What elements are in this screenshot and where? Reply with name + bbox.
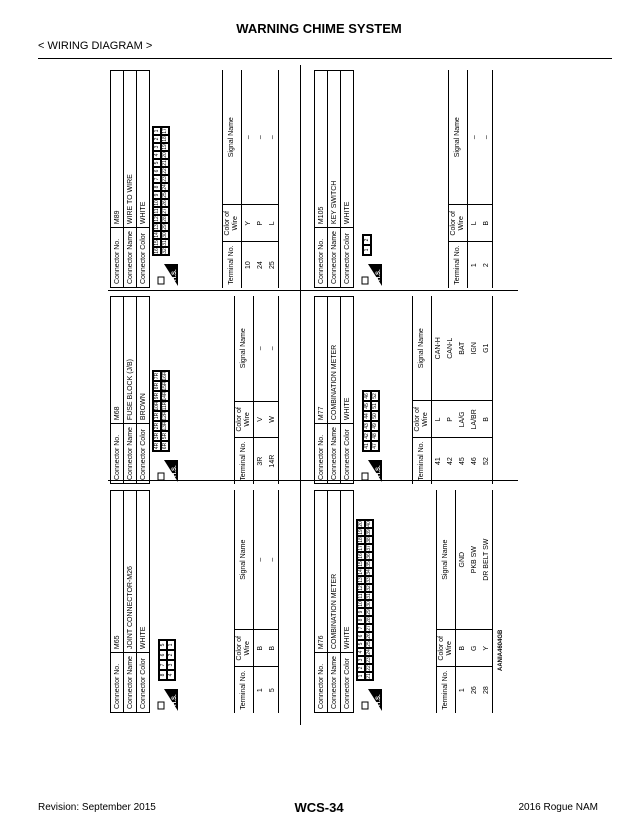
color-of-wire-header: Color of Wire: [437, 630, 456, 667]
connector-pin: 46: [363, 391, 371, 401]
connector-pin: 11R: [162, 401, 168, 411]
connector-color-value: WHITE: [137, 491, 150, 653]
connector-no-label: Connector No.: [111, 424, 124, 484]
signal-name-header: Signal Name: [235, 296, 254, 401]
table-row: [432, 296, 445, 484]
connector-pin: 38: [366, 537, 372, 543]
connector-pin: 16: [154, 248, 160, 254]
connector-color-value: WHITE: [341, 297, 354, 424]
terminal-no: 10: [242, 242, 255, 288]
connector-pin: 3: [153, 143, 161, 151]
wire-color: Y: [242, 205, 255, 242]
connector-pin: 3: [167, 660, 175, 670]
connector-no-value: M77: [315, 297, 328, 424]
connector-panel-m68: [108, 296, 298, 486]
terminal-no: 1: [456, 667, 469, 713]
connector-pin: 5R: [162, 432, 168, 440]
connector-pin: 36: [366, 553, 372, 559]
connector-pin: 9: [153, 191, 161, 199]
wire-color: B: [480, 401, 493, 438]
connector-no-value: M89: [111, 71, 124, 228]
hs-connector-icon: [156, 689, 178, 711]
connector-pin: 27: [162, 208, 168, 214]
connector-name-label: Connector Name: [124, 228, 137, 288]
color-of-wire-header: Color of Wire: [235, 401, 254, 438]
connector-pin: 16: [358, 553, 364, 559]
connector-info-table: [110, 296, 150, 484]
connector-pin: 15: [154, 240, 160, 246]
connector-pin: 1: [153, 127, 161, 135]
connector-no-label: Connector No.: [315, 653, 328, 713]
table-row: [468, 70, 481, 288]
color-of-wire-header: Color of Wire: [223, 205, 242, 242]
connector-pin: 27: [366, 625, 372, 631]
hs-connector-icon: [360, 264, 382, 286]
footer-model: 2016 Rogue NAM: [518, 802, 598, 813]
terminal-table: [412, 296, 493, 484]
connector-pin: 11: [154, 208, 160, 214]
terminal-table: [222, 70, 279, 288]
connector-name-label: Connector Name: [328, 424, 341, 484]
terminal-no: 25: [266, 242, 279, 288]
connector-pin: 31: [162, 240, 168, 246]
svg-text:H.S.: H.S.: [376, 465, 382, 477]
connector-color-label: Connector Color: [341, 228, 354, 288]
connector-pin: 5: [153, 159, 161, 167]
connector-pin: 2: [167, 650, 175, 660]
connector-panel-m76: [312, 490, 512, 715]
connector-pin: 7R: [154, 372, 160, 380]
connector-info-table: [314, 296, 354, 484]
signal-name: GND: [458, 551, 466, 568]
connector-pin: 12R: [162, 411, 168, 421]
connector-pin: 37: [366, 545, 372, 551]
signal-name: –: [244, 135, 252, 140]
color-of-wire-header: Color of Wire: [413, 401, 432, 438]
connector-pin: 50: [371, 411, 379, 421]
signal-name: CAN-H: [434, 337, 442, 360]
connector-pin: 4R: [154, 442, 160, 450]
connector-pin: 41: [363, 441, 371, 451]
connector-pin: 18: [162, 136, 168, 142]
connector-pin: 52: [371, 391, 379, 401]
wire-color: LA/G: [456, 401, 468, 438]
connector-pin: 7: [357, 624, 365, 632]
connector-pin: 29: [162, 224, 168, 230]
svg-text:H.S.: H.S.: [376, 269, 382, 281]
connector-pin: 45: [363, 401, 371, 411]
terminal-no: 41: [432, 438, 445, 484]
wire-color: L: [266, 205, 279, 242]
wire-color: G: [468, 630, 480, 667]
connector-pin: 23: [366, 657, 372, 663]
terminal-no-header: Terminal No.: [437, 667, 456, 713]
connector-pin: 1R: [154, 412, 160, 420]
connector-color-label: Connector Color: [137, 228, 150, 288]
connector-pin: 23: [162, 176, 168, 182]
connector-pin: 8: [159, 670, 167, 680]
terminal-no-header: Terminal No.: [235, 438, 254, 484]
signal-name: CAN-L: [446, 337, 454, 359]
connector-pin: 12: [154, 216, 160, 222]
terminal-no: 45: [456, 438, 468, 484]
connector-color-value: BROWN: [137, 297, 150, 424]
table-row: [444, 296, 456, 484]
connector-pin: 14: [154, 232, 160, 238]
connector-pin: 14R: [162, 391, 168, 401]
signal-name: IGN: [470, 342, 478, 355]
connector-pin: 32: [366, 585, 372, 591]
connector-panel-m105: [312, 70, 512, 290]
wire-color: P: [444, 401, 456, 438]
connector-face: [152, 126, 170, 256]
hs-connector-icon: [156, 460, 178, 482]
connector-no-label: Connector No.: [315, 228, 328, 288]
connector-pin: 49: [371, 421, 379, 431]
table-row: [468, 490, 480, 713]
connector-pin: 17: [162, 128, 168, 134]
terminal-no-header: Terminal No.: [223, 242, 242, 288]
wire-color: L: [468, 205, 481, 242]
connector-info-table: [110, 490, 150, 713]
connector-pin: 5: [159, 640, 167, 650]
wire-color: W: [266, 401, 279, 438]
table-row: [468, 296, 480, 484]
connector-panel-m65: [108, 490, 298, 715]
terminal-no: 1: [468, 242, 481, 288]
connector-pin: 22: [162, 168, 168, 174]
connector-color-label: Connector Color: [341, 653, 354, 713]
connector-pin: 51: [371, 401, 379, 411]
wire-color: B: [254, 630, 267, 667]
signal-name: –: [266, 70, 279, 205]
connector-pin: 28: [366, 617, 372, 623]
connector-pin: 11: [358, 593, 364, 599]
signal-name: –: [480, 70, 493, 205]
connector-pin: 48: [371, 431, 379, 441]
terminal-no-header: Terminal No.: [413, 438, 432, 484]
connector-pin: 21: [162, 160, 168, 166]
terminal-no: 2: [480, 242, 493, 288]
connector-pin: 19: [358, 529, 364, 535]
connector-pin: 8: [357, 616, 365, 624]
connector-panel-m77: [312, 296, 512, 486]
svg-text:H.S.: H.S.: [172, 269, 178, 281]
table-row: [266, 490, 279, 713]
terminal-no-header: Terminal No.: [235, 667, 254, 713]
table-row: [456, 296, 468, 484]
connector-pin: 2: [153, 135, 161, 143]
connector-pin: 6: [153, 167, 161, 175]
connector-pin: 26: [162, 200, 168, 206]
terminal-no: 52: [480, 438, 493, 484]
connector-name-label: Connector Name: [328, 228, 341, 288]
footer-revision: Revision: September 2015: [38, 802, 156, 813]
connector-pin: 39: [366, 529, 372, 535]
terminal-no: 26: [468, 667, 480, 713]
connector-pin: 29: [366, 609, 372, 615]
header-rule: [38, 58, 612, 59]
connector-pin: 15: [358, 561, 364, 567]
terminal-no: 42: [444, 438, 456, 484]
signal-name: DR BELT SW: [480, 490, 493, 630]
connector-color-label: Connector Color: [137, 653, 150, 713]
connector-face: [356, 519, 374, 681]
connector-pin: 16R: [162, 371, 168, 381]
connector-pin: 13: [154, 224, 160, 230]
connector-name-label: Connector Name: [124, 424, 137, 484]
connector-pin: 2: [357, 664, 365, 672]
signal-name-header: Signal Name: [413, 296, 432, 401]
connector-info-table: [110, 70, 150, 288]
table-row: [266, 70, 279, 288]
table-row: [254, 296, 267, 484]
connector-name-value: FUSE BLOCK (J/B): [124, 297, 137, 424]
connector-no-value: M105: [315, 71, 328, 228]
connector-pin: 33: [366, 577, 372, 583]
connector-pin: 4: [357, 648, 365, 656]
connector-pin: 30: [162, 232, 168, 238]
connector-pin: 7: [159, 660, 167, 670]
connector-pin: 25: [366, 641, 372, 647]
signal-name: G1: [480, 296, 493, 401]
wire-color: B: [456, 630, 469, 667]
connector-face: [158, 639, 176, 681]
signal-name-header: Signal Name: [223, 70, 242, 205]
hs-connector-icon: [360, 460, 382, 482]
footer-page-number: WCS-34: [294, 800, 344, 815]
connector-pin: 8: [153, 183, 161, 191]
wire-color: Y: [480, 630, 493, 667]
signal-name: –: [256, 135, 264, 140]
connector-pin: 19: [162, 144, 168, 150]
signal-name-header: Signal Name: [437, 490, 456, 630]
connector-info-table: [314, 70, 354, 288]
connector-pin: 1: [357, 672, 365, 680]
table-row: [480, 70, 493, 288]
terminal-table: [436, 490, 493, 713]
terminal-no: 14R: [266, 438, 279, 484]
row-divider-1: [108, 290, 518, 291]
connector-name-label: Connector Name: [124, 653, 137, 713]
table-row: [480, 296, 493, 484]
connector-no-value: M76: [315, 491, 328, 653]
terminal-no: 24: [254, 242, 266, 288]
terminal-no: 5: [266, 667, 279, 713]
signal-name: –: [256, 346, 264, 351]
connector-pin: 34: [366, 569, 372, 575]
connector-pin: 6R: [162, 442, 168, 450]
signal-name: –: [470, 135, 478, 140]
connector-no-label: Connector No.: [315, 424, 328, 484]
connector-name-value: JOINT CONNECTOR-M26: [124, 491, 137, 653]
connector-name-label: Connector Name: [328, 653, 341, 713]
wire-color: B: [266, 630, 279, 667]
connector-pin: 10R: [154, 401, 160, 411]
connector-pin: 3: [357, 656, 365, 664]
connector-pin: 24: [162, 184, 168, 190]
connector-color-value: WHITE: [341, 491, 354, 653]
table-row: [456, 490, 469, 713]
connector-face: [152, 370, 170, 452]
connector-name-value: KEY SWITCH: [328, 71, 341, 228]
hs-connector-icon: [156, 264, 178, 286]
terminal-no: 3R: [254, 438, 267, 484]
connector-pin: 42: [363, 431, 371, 441]
connector-pin: 9R: [154, 392, 160, 400]
connector-pin: 6: [159, 650, 167, 660]
image-code: AANIA4604GB: [498, 629, 504, 671]
connector-name-value: WIRE TO WIRE: [124, 71, 137, 228]
connector-pin: 4: [153, 151, 161, 159]
wire-color: B: [480, 205, 493, 242]
connector-pin: 24: [366, 649, 372, 655]
connector-color-label: Connector Color: [341, 424, 354, 484]
terminal-no: 46: [468, 438, 480, 484]
connector-name-value: COMBINATION METER: [328, 491, 341, 653]
connector-pin: 26: [366, 633, 372, 639]
svg-text:H.S.: H.S.: [172, 694, 178, 706]
signal-name: BAT: [458, 341, 466, 355]
connector-pin: 4: [167, 670, 175, 680]
hs-connector-icon: [360, 689, 382, 711]
connector-pin: 14: [358, 569, 364, 575]
connector-pin: 8R: [154, 382, 160, 390]
connector-pin: 3R: [154, 432, 160, 440]
wire-color: LA/BR: [468, 401, 480, 438]
table-row: [242, 70, 255, 288]
connector-info-table: [314, 490, 354, 713]
connector-face: [362, 390, 380, 452]
connector-color-label: Connector Color: [137, 424, 150, 484]
connector-pin: 15R: [162, 381, 168, 391]
wire-color: V: [254, 401, 267, 438]
color-of-wire-header: Color of Wire: [235, 630, 254, 667]
terminal-table: [234, 490, 279, 713]
connector-pin: 12: [358, 585, 364, 591]
terminal-no-header: Terminal No.: [449, 242, 468, 288]
connector-pin: 28: [162, 216, 168, 222]
signal-name-header: Signal Name: [449, 70, 468, 205]
connector-no-value: M68: [111, 297, 124, 424]
table-row: [254, 70, 266, 288]
connector-pin: 6: [357, 632, 365, 640]
signal-name: –: [256, 557, 264, 562]
connector-pin: 30: [366, 601, 372, 607]
page-title: WARNING CHIME SYSTEM: [236, 21, 402, 36]
connector-pin: 25: [162, 192, 168, 198]
terminal-no: 28: [480, 667, 493, 713]
connector-pin: 31: [366, 593, 372, 599]
connector-no-label: Connector No.: [111, 228, 124, 288]
table-row: [254, 490, 267, 713]
connector-pin: 10: [358, 601, 364, 607]
connector-pin: 44: [363, 411, 371, 421]
connector-pin: 47: [371, 441, 379, 451]
connector-pin: 1: [363, 245, 371, 255]
table-row: [480, 490, 493, 713]
connector-pin: 21: [366, 673, 372, 679]
svg-text:H.S.: H.S.: [172, 465, 178, 477]
connector-name-value: COMBINATION METER: [328, 297, 341, 424]
terminal-table: [448, 70, 493, 288]
connector-pin: 10: [154, 200, 160, 206]
connector-no-value: M65: [111, 491, 124, 653]
connector-pin: 13: [358, 577, 364, 583]
connector-pin: 1: [167, 640, 175, 650]
connector-pin: 20: [162, 152, 168, 158]
connector-pin: 2: [363, 235, 371, 245]
signal-name: PKB SW: [470, 546, 478, 574]
connector-color-value: WHITE: [137, 71, 150, 228]
column-divider: [300, 65, 301, 725]
connector-pin: 13R: [162, 421, 168, 431]
connector-face: [362, 234, 372, 256]
svg-text:H.S.: H.S.: [376, 694, 382, 706]
connector-no-label: Connector No.: [111, 653, 124, 713]
signal-name-header: Signal Name: [235, 490, 254, 630]
connector-pin: 5: [357, 640, 365, 648]
terminal-no: 1: [254, 667, 267, 713]
connector-pin: 18: [358, 537, 364, 543]
section-subtitle: < WIRING DIAGRAM >: [38, 40, 153, 52]
color-of-wire-header: Color of Wire: [449, 205, 468, 242]
connector-pin: 32: [162, 248, 168, 254]
wire-color: P: [254, 205, 266, 242]
connector-pin: 9: [357, 608, 365, 616]
connector-pin: 7: [153, 175, 161, 183]
connector-pin: 20: [358, 521, 364, 527]
table-row: [266, 296, 279, 484]
connector-panel-m89: [108, 70, 298, 290]
signal-name: –: [266, 296, 279, 401]
connector-pin: 43: [363, 421, 371, 431]
connector-pin: 40: [366, 521, 372, 527]
connector-pin: 35: [366, 561, 372, 567]
terminal-table: [234, 296, 279, 484]
signal-name: –: [266, 490, 279, 630]
connector-pin: 2R: [154, 422, 160, 430]
connector-color-value: WHITE: [341, 71, 354, 228]
wire-color: L: [432, 401, 445, 438]
connector-pin: 17: [358, 545, 364, 551]
connector-pin: 22: [366, 665, 372, 671]
